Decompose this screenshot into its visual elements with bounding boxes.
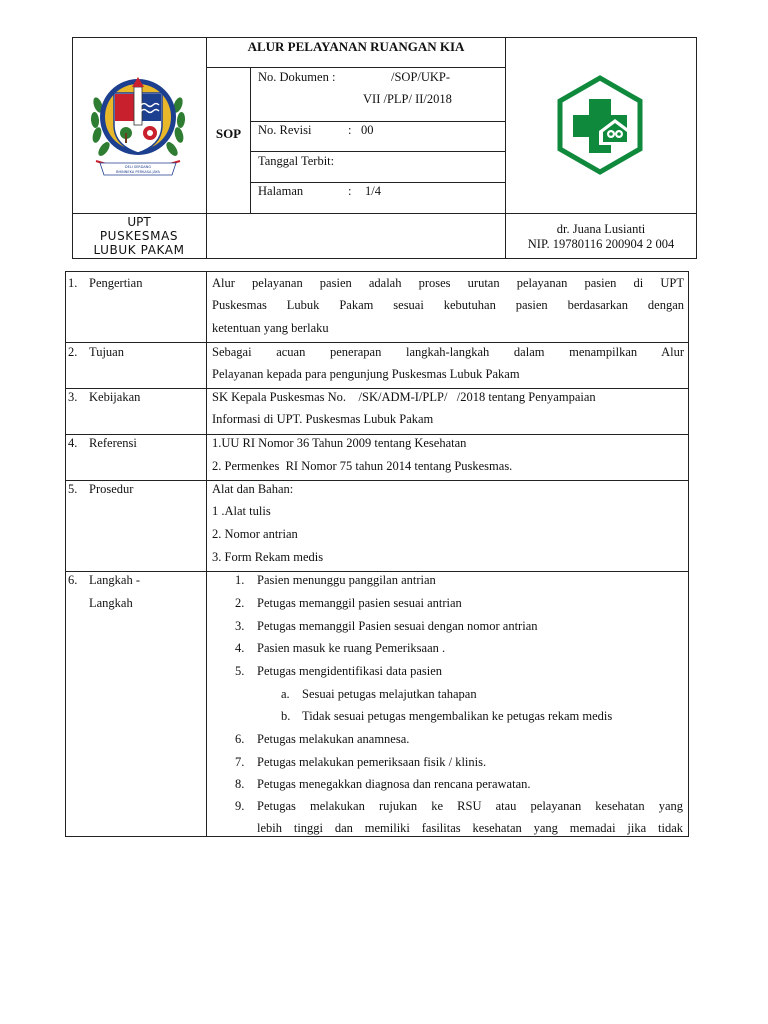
step-text: Petugas memanggil pasien sesuai antrian — [257, 596, 462, 610]
section-number: 6. — [68, 573, 78, 587]
signer-nip: NIP. 19780116 200904 2 004 — [527, 237, 675, 251]
org-name-line-1: UPT — [127, 215, 151, 229]
step-number: 4. — [235, 641, 245, 655]
section-line: ketentuan yang berlaku — [212, 321, 329, 335]
org-name-line-2: PUSKESMAS — [99, 229, 179, 243]
section-label: Referensi — [89, 436, 137, 450]
step-text: Pasien menunggu panggilan antrian — [257, 573, 436, 587]
section-number: 5. — [68, 482, 78, 496]
page-value: 1/4 — [365, 184, 381, 198]
step-number: 3. — [235, 619, 245, 633]
section-label: Kebijakan — [89, 390, 141, 404]
step-number: 5. — [235, 664, 245, 678]
step-text-cont: lebih tinggi dan memiliki fasilitas kesehatan yang memadai jika tidak — [257, 821, 683, 835]
section-line: SK Kepala Puskesmas No. /SK/ADM-I/PLP/ /2018 tentang Penyampaian — [212, 390, 596, 404]
substep-text: Sesuai petugas melajutkan tahapan — [302, 687, 477, 701]
substep-letter: a. — [281, 687, 290, 701]
section-number: 2. — [68, 345, 78, 359]
section-line: Sebagai acuan penerapan langkah-langkah dalam menampilkan Alur — [212, 345, 684, 359]
section-label: Tujuan — [89, 345, 124, 359]
puskesmas-logo — [555, 75, 645, 175]
section-line: Pelayanan kepada para pengunjung Puskesmas Lubuk Pakam — [212, 367, 520, 381]
revision-value: 00 — [361, 123, 374, 137]
sop-label: SOP — [215, 126, 242, 141]
substep-text: Tidak sesuai petugas mengembalikan ke petugas rekam medis — [302, 709, 613, 723]
step-number: 9. — [235, 799, 245, 813]
step-number: 6. — [235, 732, 245, 746]
revision-label: No. Revisi — [258, 123, 312, 137]
doc-number-value-2: VII /PLP/ II/2018 — [363, 92, 452, 106]
section-line: Alat dan Bahan: — [212, 482, 294, 496]
section-line: 2. Nomor antrian — [212, 527, 298, 541]
step-number: 8. — [235, 777, 245, 791]
step-text: Petugas melakukan anamnesa. — [257, 732, 410, 746]
section-line: 3. Form Rekam medis — [212, 550, 324, 564]
section-line: 1.UU RI Nomor 36 Tahun 2009 tentang Kesehatan — [212, 436, 467, 450]
svg-text:BHINNEKA PERKASA JAYA: BHINNEKA PERKASA JAYA — [116, 170, 160, 174]
step-text: Petugas mengidentifikasi data pasien — [257, 664, 443, 678]
step-text: Petugas menegakkan diagnosa dan rencana perawatan. — [257, 777, 531, 791]
substep-letter: b. — [281, 709, 291, 723]
step-number: 1. — [235, 573, 245, 587]
section-line: 2. Permenkes RI Nomor 75 tahun 2014 tentang Puskesmas. — [212, 459, 513, 473]
document-title: ALUR PELAYANAN RUANGAN KIA — [247, 39, 465, 54]
doc-number-label: No. Dokumen : — [258, 70, 336, 84]
revision-colon: : — [348, 123, 352, 137]
section-label: Prosedur — [89, 482, 134, 496]
signer-name: dr. Juana Lusianti — [556, 222, 646, 236]
step-number: 2. — [235, 596, 245, 610]
step-number: 7. — [235, 755, 245, 769]
section-line: 1 .Alat tulis — [212, 504, 271, 518]
step-text: Pasien masuk ke ruang Pemeriksaan . — [257, 641, 446, 655]
deli-serdang-seal-logo — [86, 65, 190, 183]
section-label: Langkah - — [89, 573, 141, 587]
section-line: Puskesmas Lubuk Pakam sesuai kebutuhan pasien berdasarkan dengan — [212, 298, 684, 312]
svg-text:DELI SERDANG: DELI SERDANG — [124, 165, 152, 169]
section-number: 3. — [68, 390, 78, 404]
page-colon: : — [348, 184, 352, 198]
section-number: 4. — [68, 436, 78, 450]
issue-date-label: Tanggal Terbit: — [258, 154, 335, 168]
step-text: Petugas melakukan rujukan ke RSU atau pelayanan kesehatan yang — [257, 799, 683, 813]
step-text: Petugas memanggil Pasien sesuai dengan nomor antrian — [257, 619, 538, 633]
section-label-cont: Langkah — [89, 596, 133, 610]
doc-number-value-1: /SOP/UKP- — [391, 70, 451, 84]
section-line: Informasi di UPT. Puskesmas Lubuk Pakam — [212, 412, 434, 426]
section-line: Alur pelayanan pasien adalah proses urutan pelayanan pasien di UPT — [212, 276, 684, 290]
page-label: Halaman — [258, 184, 304, 198]
section-label: Pengertian — [89, 276, 143, 290]
org-name-line-3: LUBUK PAKAM — [93, 243, 185, 257]
section-number: 1. — [68, 276, 78, 290]
step-text: Petugas melakukan pemeriksaan fisik / klinis. — [257, 755, 487, 769]
